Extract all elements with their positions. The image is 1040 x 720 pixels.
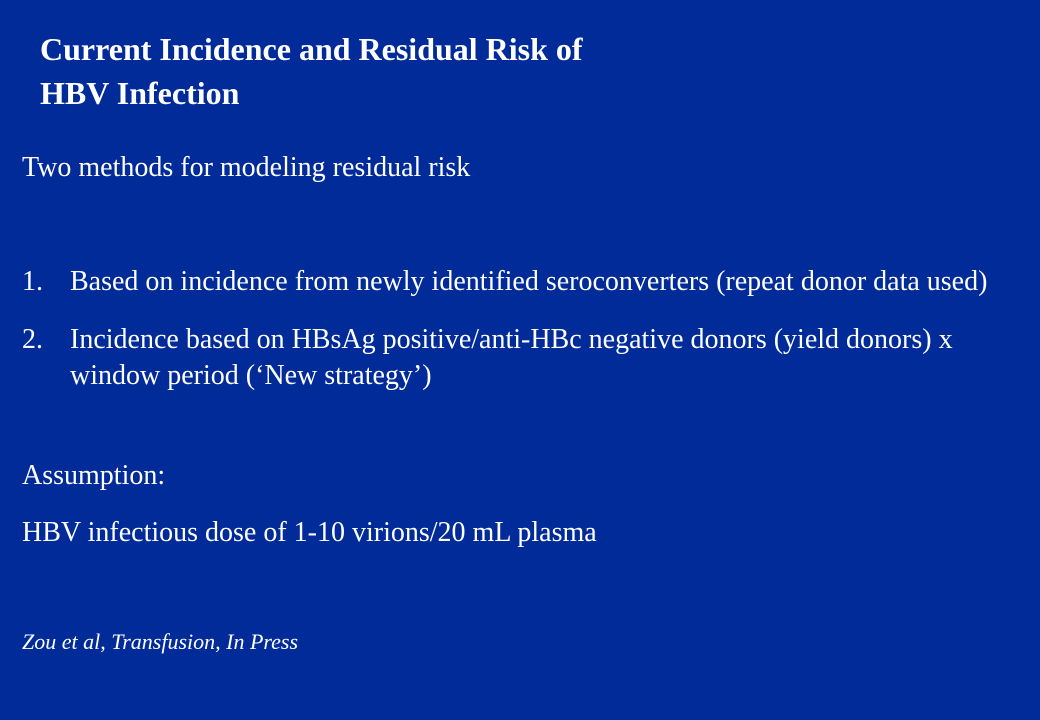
method-item-2 [22, 322, 1002, 394]
assumption-label: Assumption: [22, 460, 166, 491]
method-number-2: 2. [22, 324, 43, 355]
method-text-2: Incidence based on HBsAg positive/anti-HBc negative donors (yield donors) x window period (‘New strategy’) [70, 324, 953, 391]
method-item-1 [22, 264, 1002, 300]
methods-list [22, 264, 1002, 416]
slide-title-line-1: Current Incidence and Residual Risk of [40, 31, 583, 67]
slide-subtitle: Two methods for modeling residual risk [22, 152, 471, 183]
method-number-1: 1. [22, 266, 43, 297]
citation: Zou et al, Transfusion, In Press [22, 629, 299, 654]
method-text-1: Based on incidence from newly identified seroconverters (repeat donor data used) [70, 266, 988, 297]
slide-title-line-2: HBV Infection [40, 75, 240, 111]
assumption-text: HBV infectious dose of 1-10 virions/20 mL plasma [22, 517, 597, 548]
slide-title [40, 27, 940, 115]
